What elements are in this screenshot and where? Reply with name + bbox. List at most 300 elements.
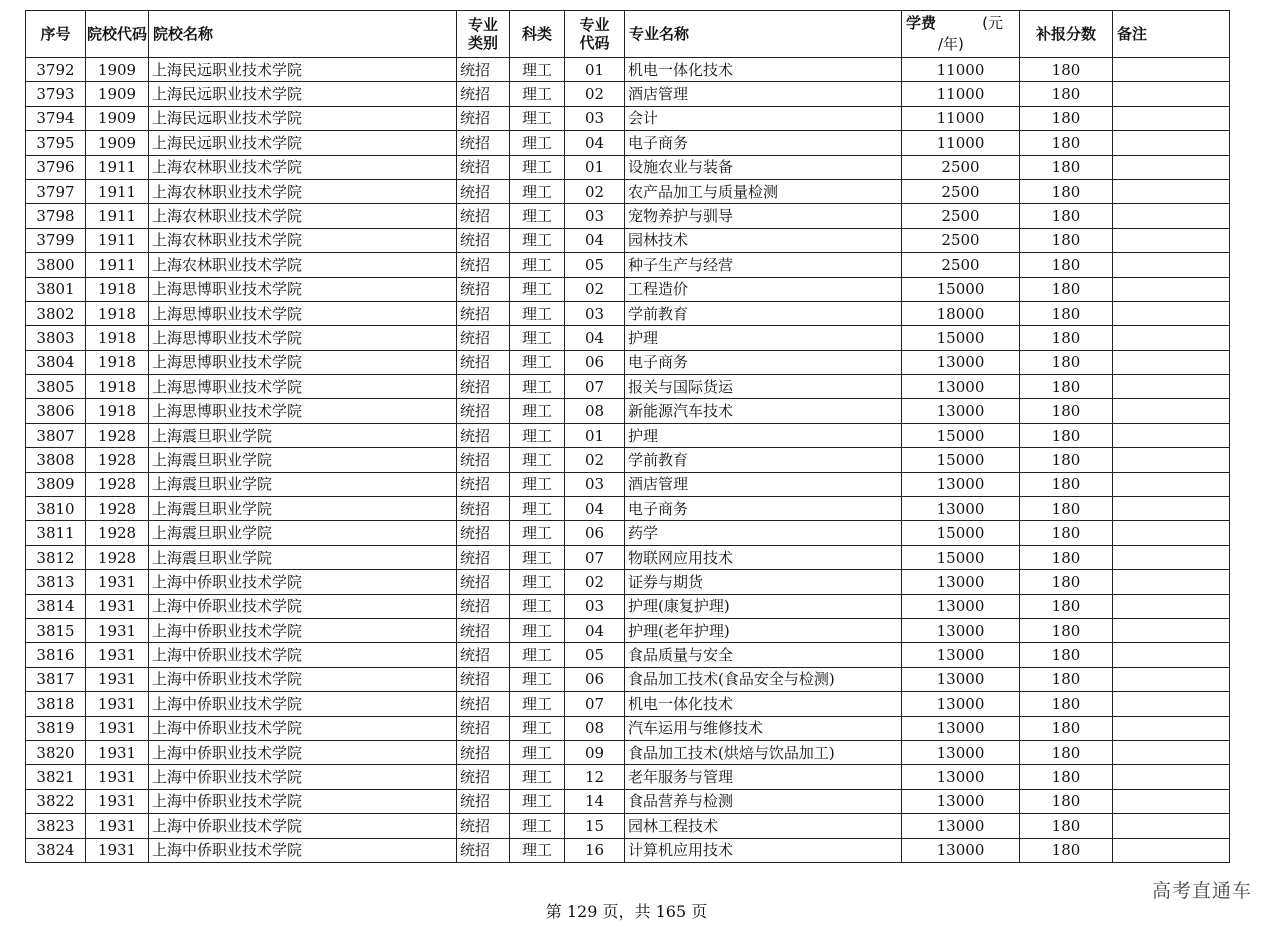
cell-score: 180	[1020, 497, 1113, 521]
cell-seq: 3818	[26, 692, 86, 716]
cell-school-name: 上海中侨职业技术学院	[149, 765, 457, 789]
header-major-code: 专业代码	[565, 11, 625, 58]
cell-fee: 15000	[902, 423, 1020, 447]
cell-major-code: 07	[565, 375, 625, 399]
cell-note	[1113, 155, 1230, 179]
cell-school-code: 1931	[86, 838, 149, 862]
cell-major-name: 园林工程技术	[625, 814, 902, 838]
cell-score: 180	[1020, 301, 1113, 325]
cell-seq: 3812	[26, 545, 86, 569]
cell-school-name: 上海震旦职业学院	[149, 423, 457, 447]
cell-major-type: 统招	[457, 277, 510, 301]
cell-score: 180	[1020, 58, 1113, 82]
cell-category: 理工	[510, 277, 565, 301]
table-row	[26, 448, 1230, 472]
cell-major-name: 护理(老年护理)	[625, 618, 902, 642]
cell-note	[1113, 106, 1230, 130]
cell-note	[1113, 228, 1230, 252]
cell-major-type: 统招	[457, 789, 510, 813]
page-footer: 第 129 页，共 165 页	[545, 902, 708, 921]
table-row	[26, 570, 1230, 594]
cell-seq: 3814	[26, 594, 86, 618]
cell-score: 180	[1020, 765, 1113, 789]
cell-school-name: 上海震旦职业学院	[149, 545, 457, 569]
cell-major-name: 园林技术	[625, 228, 902, 252]
cell-fee: 15000	[902, 277, 1020, 301]
cell-note	[1113, 692, 1230, 716]
cell-category: 理工	[510, 618, 565, 642]
cell-fee: 13000	[902, 740, 1020, 764]
cell-category: 理工	[510, 838, 565, 862]
cell-major-type: 统招	[457, 448, 510, 472]
cell-category: 理工	[510, 692, 565, 716]
cell-category: 理工	[510, 131, 565, 155]
cell-major-type: 统招	[457, 350, 510, 374]
cell-note	[1113, 253, 1230, 277]
cell-note	[1113, 350, 1230, 374]
cell-category: 理工	[510, 82, 565, 106]
cell-category: 理工	[510, 155, 565, 179]
cell-school-name: 上海农林职业技术学院	[149, 228, 457, 252]
cell-seq: 3792	[26, 58, 86, 82]
cell-note	[1113, 399, 1230, 423]
cell-fee: 13000	[902, 472, 1020, 496]
table-row	[26, 131, 1230, 155]
cell-score: 180	[1020, 253, 1113, 277]
cell-score: 180	[1020, 472, 1113, 496]
table-row	[26, 716, 1230, 740]
cell-category: 理工	[510, 326, 565, 350]
table-row	[26, 838, 1230, 862]
cell-fee: 2500	[902, 253, 1020, 277]
cell-category: 理工	[510, 448, 565, 472]
cell-seq: 3819	[26, 716, 86, 740]
cell-school-code: 1918	[86, 326, 149, 350]
cell-seq: 3816	[26, 643, 86, 667]
cell-fee: 13000	[902, 570, 1020, 594]
cell-score: 180	[1020, 375, 1113, 399]
cell-score: 180	[1020, 204, 1113, 228]
cell-major-type: 统招	[457, 228, 510, 252]
cell-major-code: 03	[565, 594, 625, 618]
cell-school-name: 上海思博职业技术学院	[149, 375, 457, 399]
cell-major-code: 02	[565, 82, 625, 106]
cell-category: 理工	[510, 716, 565, 740]
cell-major-name: 食品加工技术(食品安全与检测)	[625, 667, 902, 691]
cell-major-code: 06	[565, 667, 625, 691]
cell-score: 180	[1020, 618, 1113, 642]
cell-major-type: 统招	[457, 667, 510, 691]
cell-major-type: 统招	[457, 131, 510, 155]
cell-fee: 13000	[902, 350, 1020, 374]
cell-major-code: 03	[565, 106, 625, 130]
header-major-name: 专业名称	[625, 11, 902, 58]
cell-school-code: 1931	[86, 814, 149, 838]
cell-school-name: 上海震旦职业学院	[149, 497, 457, 521]
cell-fee: 11000	[902, 106, 1020, 130]
cell-school-name: 上海农林职业技术学院	[149, 155, 457, 179]
header-fee-unit-b: /年)	[938, 35, 964, 53]
table-row	[26, 643, 1230, 667]
cell-major-type: 统招	[457, 716, 510, 740]
cell-fee: 11000	[902, 58, 1020, 82]
cell-score: 180	[1020, 789, 1113, 813]
cell-school-code: 1909	[86, 58, 149, 82]
cell-note	[1113, 740, 1230, 764]
cell-major-code: 08	[565, 716, 625, 740]
cell-major-code: 03	[565, 472, 625, 496]
cell-fee: 11000	[902, 82, 1020, 106]
cell-school-code: 1911	[86, 155, 149, 179]
cell-note	[1113, 472, 1230, 496]
table-row	[26, 497, 1230, 521]
cell-major-name: 宠物养护与驯导	[625, 204, 902, 228]
cell-category: 理工	[510, 228, 565, 252]
cell-seq: 3807	[26, 423, 86, 447]
table-row	[26, 472, 1230, 496]
cell-school-name: 上海民远职业技术学院	[149, 106, 457, 130]
cell-seq: 3801	[26, 277, 86, 301]
cell-note	[1113, 838, 1230, 862]
cell-score: 180	[1020, 716, 1113, 740]
cell-category: 理工	[510, 570, 565, 594]
cell-note	[1113, 82, 1230, 106]
cell-major-code: 09	[565, 740, 625, 764]
cell-fee: 13000	[902, 594, 1020, 618]
cell-major-name: 种子生产与经营	[625, 253, 902, 277]
cell-major-code: 01	[565, 423, 625, 447]
cell-category: 理工	[510, 814, 565, 838]
cell-score: 180	[1020, 131, 1113, 155]
cell-major-type: 统招	[457, 692, 510, 716]
cell-note	[1113, 716, 1230, 740]
table-body	[26, 58, 1230, 863]
cell-major-name: 酒店管理	[625, 472, 902, 496]
cell-major-code: 12	[565, 765, 625, 789]
cell-note	[1113, 58, 1230, 82]
cell-note	[1113, 448, 1230, 472]
table-row	[26, 253, 1230, 277]
cell-major-code: 03	[565, 301, 625, 325]
cell-major-name: 新能源汽车技术	[625, 399, 902, 423]
cell-school-code: 1909	[86, 106, 149, 130]
cell-fee: 15000	[902, 326, 1020, 350]
cell-major-code: 02	[565, 179, 625, 203]
cell-school-code: 1931	[86, 618, 149, 642]
cell-fee: 13000	[902, 716, 1020, 740]
table-row	[26, 789, 1230, 813]
table-row	[26, 765, 1230, 789]
table-row	[26, 545, 1230, 569]
cell-school-code: 1931	[86, 692, 149, 716]
cell-fee: 11000	[902, 131, 1020, 155]
cell-seq: 3823	[26, 814, 86, 838]
table-row	[26, 594, 1230, 618]
table-row	[26, 740, 1230, 764]
cell-school-name: 上海农林职业技术学院	[149, 179, 457, 203]
cell-school-name: 上海民远职业技术学院	[149, 82, 457, 106]
cell-score: 180	[1020, 594, 1113, 618]
cell-school-code: 1918	[86, 399, 149, 423]
cell-major-name: 食品加工技术(烘焙与饮品加工)	[625, 740, 902, 764]
cell-seq: 3794	[26, 106, 86, 130]
cell-school-name: 上海民远职业技术学院	[149, 131, 457, 155]
cell-category: 理工	[510, 472, 565, 496]
cell-major-code: 06	[565, 350, 625, 374]
cell-school-name: 上海思博职业技术学院	[149, 326, 457, 350]
cell-fee: 2500	[902, 155, 1020, 179]
cell-category: 理工	[510, 58, 565, 82]
cell-category: 理工	[510, 204, 565, 228]
cell-note	[1113, 277, 1230, 301]
cell-major-code: 01	[565, 58, 625, 82]
cell-major-name: 报关与国际货运	[625, 375, 902, 399]
cell-school-name: 上海震旦职业学院	[149, 472, 457, 496]
cell-seq: 3798	[26, 204, 86, 228]
cell-major-name: 护理	[625, 423, 902, 447]
cell-score: 180	[1020, 423, 1113, 447]
table-row	[26, 301, 1230, 325]
cell-school-name: 上海思博职业技术学院	[149, 350, 457, 374]
cell-major-type: 统招	[457, 472, 510, 496]
cell-major-type: 统招	[457, 204, 510, 228]
cell-seq: 3802	[26, 301, 86, 325]
cell-fee: 13000	[902, 838, 1020, 862]
cell-note	[1113, 497, 1230, 521]
cell-major-type: 统招	[457, 618, 510, 642]
cell-fee: 2500	[902, 179, 1020, 203]
cell-major-type: 统招	[457, 155, 510, 179]
cell-school-name: 上海民远职业技术学院	[149, 58, 457, 82]
cell-school-code: 1911	[86, 228, 149, 252]
cell-major-type: 统招	[457, 253, 510, 277]
cell-note	[1113, 423, 1230, 447]
cell-major-type: 统招	[457, 740, 510, 764]
cell-school-name: 上海思博职业技术学院	[149, 277, 457, 301]
cell-category: 理工	[510, 106, 565, 130]
cell-score: 180	[1020, 570, 1113, 594]
cell-category: 理工	[510, 423, 565, 447]
cell-fee: 15000	[902, 545, 1020, 569]
cell-major-type: 统招	[457, 301, 510, 325]
table-row	[26, 179, 1230, 203]
cell-major-type: 统招	[457, 765, 510, 789]
cell-category: 理工	[510, 667, 565, 691]
cell-major-type: 统招	[457, 58, 510, 82]
cell-fee: 2500	[902, 204, 1020, 228]
cell-note	[1113, 594, 1230, 618]
cell-school-name: 上海中侨职业技术学院	[149, 594, 457, 618]
cell-category: 理工	[510, 545, 565, 569]
cell-major-name: 食品质量与安全	[625, 643, 902, 667]
cell-school-name: 上海农林职业技术学院	[149, 204, 457, 228]
cell-fee: 15000	[902, 521, 1020, 545]
cell-major-name: 计算机应用技术	[625, 838, 902, 862]
cell-seq: 3817	[26, 667, 86, 691]
cell-fee: 13000	[902, 497, 1020, 521]
cell-major-code: 04	[565, 131, 625, 155]
cell-score: 180	[1020, 814, 1113, 838]
cell-seq: 3810	[26, 497, 86, 521]
cell-score: 180	[1020, 228, 1113, 252]
cell-major-type: 统招	[457, 545, 510, 569]
cell-score: 180	[1020, 350, 1113, 374]
cell-score: 180	[1020, 643, 1113, 667]
cell-major-name: 酒店管理	[625, 82, 902, 106]
cell-school-code: 1918	[86, 301, 149, 325]
cell-school-code: 1931	[86, 667, 149, 691]
table-row	[26, 204, 1230, 228]
cell-major-name: 老年服务与管理	[625, 765, 902, 789]
cell-school-code: 1931	[86, 740, 149, 764]
cell-school-code: 1931	[86, 643, 149, 667]
cell-major-type: 统招	[457, 179, 510, 203]
cell-seq: 3808	[26, 448, 86, 472]
cell-major-code: 04	[565, 228, 625, 252]
header-school-name: 院校名称	[149, 11, 457, 58]
cell-school-code: 1931	[86, 570, 149, 594]
cell-school-name: 上海中侨职业技术学院	[149, 838, 457, 862]
cell-note	[1113, 204, 1230, 228]
cell-seq: 3815	[26, 618, 86, 642]
cell-school-name: 上海思博职业技术学院	[149, 301, 457, 325]
cell-note	[1113, 545, 1230, 569]
table-row	[26, 228, 1230, 252]
cell-seq: 3797	[26, 179, 86, 203]
cell-major-type: 统招	[457, 375, 510, 399]
cell-category: 理工	[510, 179, 565, 203]
cell-score: 180	[1020, 277, 1113, 301]
cell-major-name: 设施农业与装备	[625, 155, 902, 179]
cell-major-name: 食品营养与检测	[625, 789, 902, 813]
cell-category: 理工	[510, 350, 565, 374]
header-fee-unit-a: (元	[982, 14, 1003, 32]
cell-fee: 18000	[902, 301, 1020, 325]
cell-major-code: 08	[565, 399, 625, 423]
table-row	[26, 692, 1230, 716]
cell-major-name: 机电一体化技术	[625, 58, 902, 82]
cell-category: 理工	[510, 765, 565, 789]
admission-table	[25, 10, 1230, 863]
cell-school-name: 上海中侨职业技术学院	[149, 716, 457, 740]
cell-score: 180	[1020, 326, 1113, 350]
cell-fee: 13000	[902, 789, 1020, 813]
cell-major-name: 工程造价	[625, 277, 902, 301]
cell-school-name: 上海中侨职业技术学院	[149, 814, 457, 838]
cell-school-code: 1931	[86, 716, 149, 740]
cell-score: 180	[1020, 545, 1113, 569]
cell-score: 180	[1020, 82, 1113, 106]
cell-score: 180	[1020, 667, 1113, 691]
cell-school-name: 上海中侨职业技术学院	[149, 570, 457, 594]
cell-major-type: 统招	[457, 423, 510, 447]
cell-fee: 15000	[902, 448, 1020, 472]
cell-score: 180	[1020, 155, 1113, 179]
cell-school-code: 1931	[86, 594, 149, 618]
cell-school-code: 1909	[86, 131, 149, 155]
cell-school-code: 1928	[86, 423, 149, 447]
cell-score: 180	[1020, 521, 1113, 545]
watermark: 高考直通车	[1151, 880, 1252, 902]
cell-seq: 3800	[26, 253, 86, 277]
cell-school-code: 1918	[86, 350, 149, 374]
cell-school-code: 1928	[86, 545, 149, 569]
cell-school-code: 1928	[86, 497, 149, 521]
cell-score: 180	[1020, 740, 1113, 764]
table-row	[26, 618, 1230, 642]
cell-seq: 3795	[26, 131, 86, 155]
cell-note	[1113, 131, 1230, 155]
cell-school-name: 上海中侨职业技术学院	[149, 618, 457, 642]
cell-major-name: 电子商务	[625, 497, 902, 521]
cell-seq: 3805	[26, 375, 86, 399]
cell-major-name: 学前教育	[625, 448, 902, 472]
cell-school-code: 1909	[86, 82, 149, 106]
cell-note	[1113, 814, 1230, 838]
cell-seq: 3796	[26, 155, 86, 179]
header-score: 补报分数	[1020, 11, 1113, 58]
header-note: 备注	[1113, 11, 1230, 58]
cell-seq: 3811	[26, 521, 86, 545]
cell-school-code: 1918	[86, 375, 149, 399]
cell-note	[1113, 521, 1230, 545]
cell-score: 180	[1020, 448, 1113, 472]
header-seq: 序号	[26, 11, 86, 58]
cell-major-code: 05	[565, 643, 625, 667]
cell-major-type: 统招	[457, 106, 510, 130]
cell-seq: 3822	[26, 789, 86, 813]
cell-major-type: 统招	[457, 82, 510, 106]
cell-category: 理工	[510, 399, 565, 423]
cell-fee: 13000	[902, 618, 1020, 642]
cell-fee: 13000	[902, 375, 1020, 399]
table-row	[26, 399, 1230, 423]
cell-major-type: 统招	[457, 521, 510, 545]
cell-school-name: 上海中侨职业技术学院	[149, 740, 457, 764]
cell-category: 理工	[510, 521, 565, 545]
cell-major-name: 机电一体化技术	[625, 692, 902, 716]
cell-school-code: 1928	[86, 521, 149, 545]
cell-major-name: 农产品加工与质量检测	[625, 179, 902, 203]
cell-school-code: 1931	[86, 789, 149, 813]
cell-major-type: 统招	[457, 497, 510, 521]
cell-major-type: 统招	[457, 399, 510, 423]
cell-school-code: 1911	[86, 179, 149, 203]
cell-seq: 3806	[26, 399, 86, 423]
cell-note	[1113, 570, 1230, 594]
cell-major-code: 01	[565, 155, 625, 179]
cell-note	[1113, 179, 1230, 203]
cell-school-name: 上海思博职业技术学院	[149, 399, 457, 423]
cell-score: 180	[1020, 179, 1113, 203]
cell-category: 理工	[510, 643, 565, 667]
cell-major-code: 04	[565, 326, 625, 350]
cell-score: 180	[1020, 106, 1113, 130]
cell-note	[1113, 326, 1230, 350]
cell-major-code: 05	[565, 253, 625, 277]
cell-fee: 13000	[902, 814, 1020, 838]
cell-category: 理工	[510, 594, 565, 618]
cell-major-name: 学前教育	[625, 301, 902, 325]
table-row	[26, 326, 1230, 350]
cell-major-name: 药学	[625, 521, 902, 545]
cell-category: 理工	[510, 740, 565, 764]
table-row	[26, 106, 1230, 130]
cell-fee: 13000	[902, 399, 1020, 423]
cell-seq: 3804	[26, 350, 86, 374]
cell-category: 理工	[510, 375, 565, 399]
cell-major-type: 统招	[457, 838, 510, 862]
